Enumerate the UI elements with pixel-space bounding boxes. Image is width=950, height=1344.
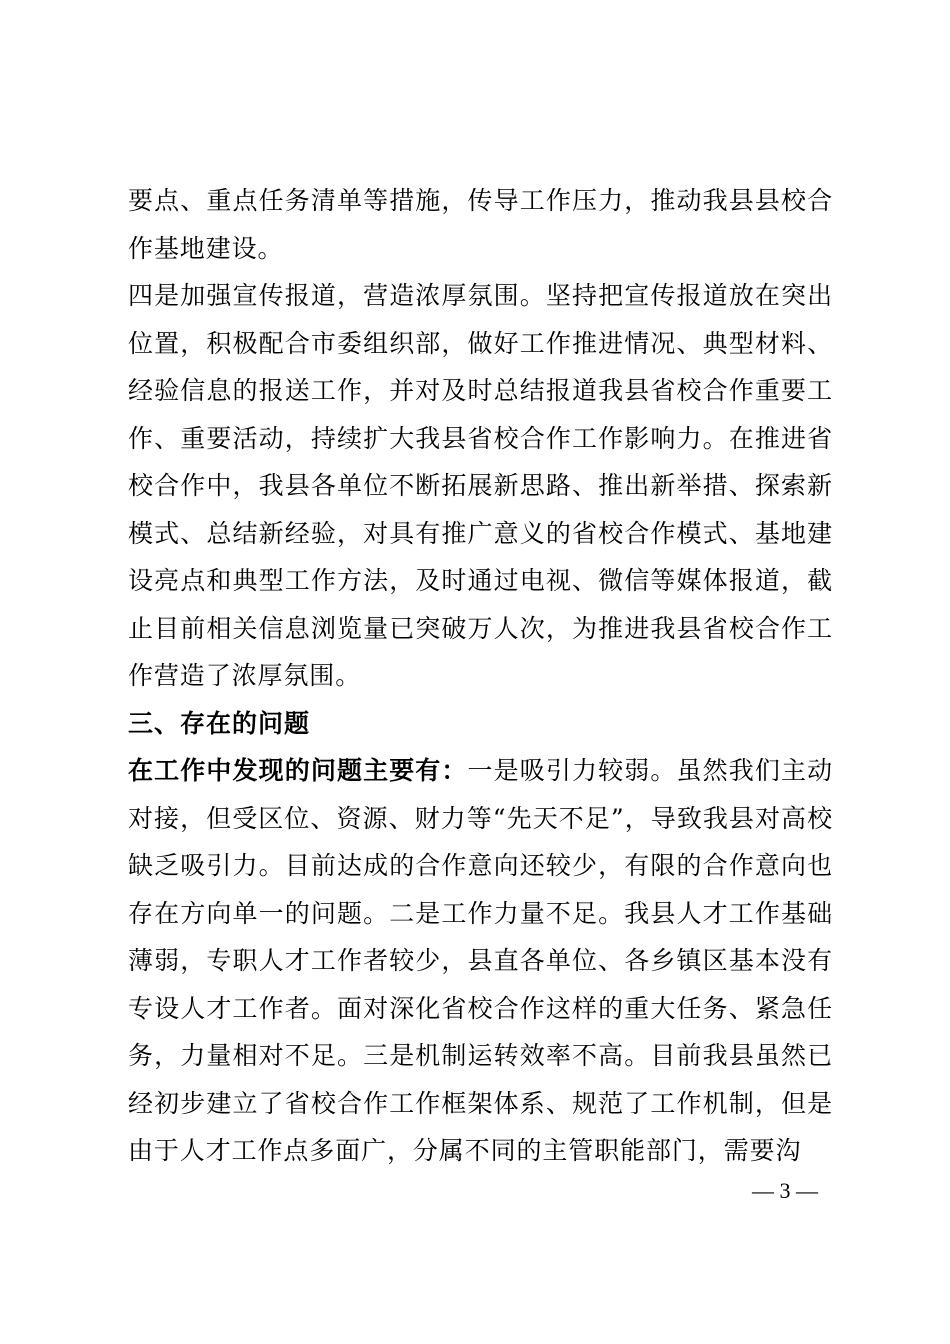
paragraph-publicity: 四是加强宣传报道，营造浓厚氛围。坚持把宣传报道放在突出位置，积极配合市委组织部，做好工作推进情况、典型材料、经验信息的报送工作，并对及时总结报道我县省校合作重要工作、重要活动，持续扩大我县省校合作工作影响力。在推进省校合作中，我县各单位不断拓展新思路、推出新举措、探索新模式、总结新经验，对具有推广意义的省校合作模式、基地建设亮点和典型工作方法，及时通过电视、微信等媒体报道，截止目前相关信息浏览量已突破万人次，为推进我县省校合作工作营造了浓厚氛围。 [128, 281, 833, 690]
page-number: — 3 — [752, 1178, 818, 1203]
document-body [128, 177, 833, 1175]
problems-lead-text: 在工作中发现的问题主要有： [128, 756, 468, 785]
section-heading-problems: 三、存在的问题 [128, 708, 311, 738]
paragraph-continuation: 要点、重点任务清单等措施，传导工作压力，推动我县县校合作基地建设。 [128, 186, 833, 263]
problems-body-text: 一是吸引力较弱。虽然我们主动对接，但受区位、资源、财力等“先天不足”，导致我县对高校缺乏吸引力。目前达成的合作意向还较少，有限的合作意向也存在方向单一的问题。二是工作力量不足。我县人才工作基础薄弱，专职人才工作者较少，县直各单位、各乡镇区基本没有专设人才工作者。面对深化省校合作这样的重大任务、紧急任务，力量相对不足。三是机制运转效率不高。目前我县虽然已经初步建立了省校合作工作框架体系、规范了工作机制，但是由于人才工作点多面广，分属不同的主管职能部门，需要沟 [128, 756, 833, 1165]
paragraph-problems [128, 747, 833, 1175]
